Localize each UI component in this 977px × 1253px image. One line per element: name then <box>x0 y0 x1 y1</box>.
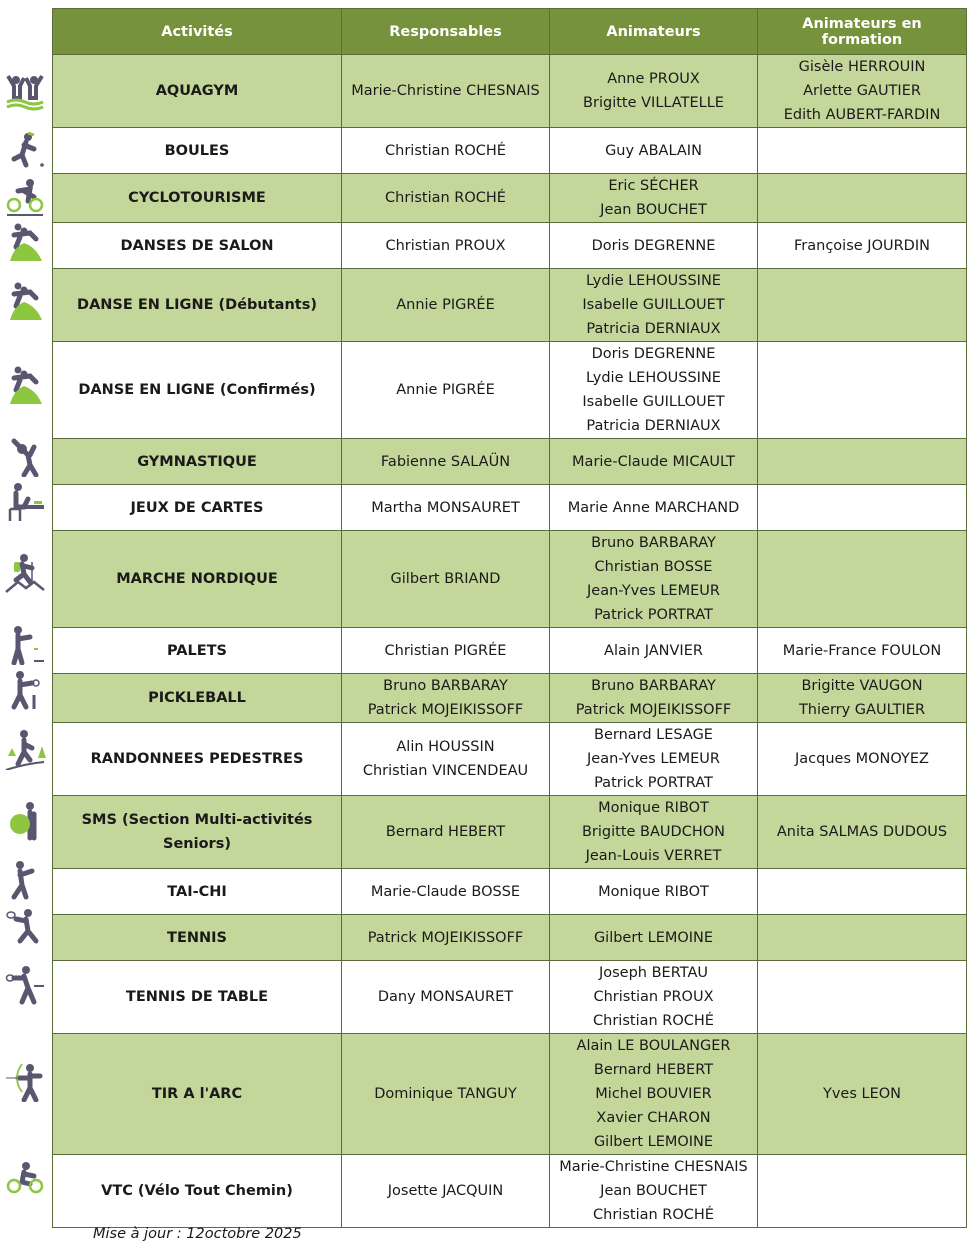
person-name: Doris DEGRENNE <box>591 346 716 362</box>
table-row <box>53 915 967 961</box>
activity-name: TAI-CHI <box>53 869 342 915</box>
table-row <box>53 269 967 342</box>
responsables-cell <box>342 223 550 269</box>
person-name: Bruno BARBARAY <box>591 535 716 551</box>
formation-cell <box>758 796 967 869</box>
header-responsables: Responsables <box>342 9 550 55</box>
person-name: Patrick MOJEIKISSOFF <box>367 929 524 946</box>
person-name: Marie-France FOULON <box>782 642 942 659</box>
formation-cell <box>758 269 967 342</box>
responsables-cell <box>342 723 550 796</box>
animateurs-cell <box>550 342 758 439</box>
activity-name: SMS (Section Multi-activités Seniors) <box>53 796 342 869</box>
responsables-cell <box>342 1155 550 1228</box>
animateurs-cell <box>550 674 758 723</box>
animateurs-cell <box>550 174 758 223</box>
animateurs-cell <box>550 869 758 915</box>
activity-name: DANSE EN LIGNE (Débutants) <box>53 269 342 342</box>
formation-cell <box>758 1034 967 1155</box>
person-name: Xavier CHARON <box>596 1110 711 1126</box>
formation-cell <box>758 674 967 723</box>
pickleball-icon <box>2 667 48 713</box>
person-name: Christian ROCHÉ <box>385 142 506 159</box>
table-row <box>53 1155 967 1228</box>
person-name: Gilbert BRIAND <box>390 571 501 587</box>
header-animateurs: Animateurs <box>550 9 758 55</box>
person-name: Christian PIGRÉE <box>384 642 507 659</box>
table-header-row <box>53 9 967 55</box>
gymnastics-icon <box>2 433 48 479</box>
person-name: Lydie LEHOUSSINE <box>586 370 721 386</box>
person-name: Marie-Christine CHESNAIS <box>559 1159 748 1175</box>
aquagym-icon <box>2 68 48 114</box>
person-name: Jacques MONOYEZ <box>795 751 929 767</box>
table-tennis-icon <box>2 962 48 1008</box>
formation-cell <box>758 342 967 439</box>
activity-name: VTC (Vélo Tout Chemin) <box>53 1155 342 1228</box>
table-row <box>53 55 967 128</box>
activity-name: TENNIS <box>53 915 342 961</box>
person-name: Patrick PORTRAT <box>594 607 713 623</box>
person-name: Brigitte BAUDCHON <box>581 824 725 840</box>
animateurs-cell <box>550 223 758 269</box>
animateurs-cell <box>550 485 758 531</box>
animateurs-cell <box>550 269 758 342</box>
table-row <box>53 961 967 1034</box>
card-games-icon <box>2 479 48 525</box>
animateurs-cell <box>550 915 758 961</box>
activity-name: BOULES <box>53 128 342 174</box>
formation-cell <box>758 1155 967 1228</box>
table-row <box>53 531 967 628</box>
person-name: Patricia DERNIAUX <box>586 418 721 434</box>
person-name: Gisèle HERROUIN <box>798 59 926 75</box>
responsables-cell <box>342 269 550 342</box>
table-row <box>53 485 967 531</box>
person-name: Bruno BARBARAY <box>383 678 508 694</box>
responsables-cell <box>342 128 550 174</box>
update-date-note: Mise à jour : 12octobre 2025 <box>93 1226 302 1242</box>
person-name: Jean BOUCHET <box>600 202 707 218</box>
person-name: Joseph BERTAU <box>598 965 709 981</box>
activity-name: MARCHE NORDIQUE <box>53 531 342 628</box>
person-name: Christian VINCENDEAU <box>362 763 529 779</box>
person-name: Brigitte VILLATELLE <box>583 95 724 111</box>
tennis-icon <box>2 903 48 949</box>
person-name: Anita SALMAS DUDOUS <box>776 824 948 840</box>
animateurs-cell <box>550 628 758 674</box>
nordic-walking-icon <box>2 550 48 596</box>
activity-name: DANSES DE SALON <box>53 223 342 269</box>
person-name: Eric SÉCHER <box>608 178 699 194</box>
animateurs-cell <box>550 961 758 1034</box>
hiking-icon <box>2 726 48 772</box>
person-name: Edith AUBERT-FARDIN <box>783 107 941 123</box>
activity-name: CYCLOTOURISME <box>53 174 342 223</box>
person-name: Gilbert LEMOINE <box>593 929 714 946</box>
animateurs-cell <box>550 1034 758 1155</box>
table-row <box>53 174 967 223</box>
table-row <box>53 723 967 796</box>
line-dance-icon <box>2 278 48 324</box>
formation-cell <box>758 128 967 174</box>
responsables-cell <box>342 531 550 628</box>
activity-name: DANSE EN LIGNE (Confirmés) <box>53 342 342 439</box>
animateurs-cell <box>550 1155 758 1228</box>
person-name: Isabelle GUILLOUET <box>582 394 725 410</box>
table-row <box>53 439 967 485</box>
person-name: Dany MONSAURET <box>377 989 514 1005</box>
person-name: Gilbert LEMOINE <box>593 1134 714 1150</box>
person-name: Monique RIBOT <box>598 883 709 900</box>
person-name: Christian ROCHÉ <box>385 190 506 206</box>
person-name: Patrick MOJEIKISSOFF <box>575 702 732 718</box>
formation-cell <box>758 55 967 128</box>
table-row <box>53 869 967 915</box>
person-name: Christian ROCHÉ <box>593 1207 714 1223</box>
person-name: Marie-Claude BOSSE <box>370 883 521 900</box>
responsables-cell <box>342 439 550 485</box>
responsables-cell <box>342 796 550 869</box>
animateurs-cell <box>550 128 758 174</box>
formation-cell <box>758 915 967 961</box>
formation-cell <box>758 628 967 674</box>
boules-icon <box>2 127 48 173</box>
responsables-cell <box>342 869 550 915</box>
person-name: Marie-Claude MICAULT <box>572 453 735 470</box>
responsables-cell <box>342 55 550 128</box>
formation-cell <box>758 531 967 628</box>
table-row <box>53 1034 967 1155</box>
person-name: Jean BOUCHET <box>600 1183 707 1199</box>
formation-cell <box>758 723 967 796</box>
person-name: Isabelle GUILLOUET <box>582 297 725 313</box>
person-name: Guy ABALAIN <box>605 142 702 159</box>
animateurs-cell <box>550 796 758 869</box>
person-name: Jean-Yves LEMEUR <box>587 751 720 767</box>
header-animateurs-formation: Animateurs en formation <box>758 9 967 55</box>
bike-icon <box>2 1154 48 1200</box>
person-name: Anne PROUX <box>607 71 700 87</box>
person-name: Bruno BARBARAY <box>591 678 716 694</box>
person-name: Marie-Christine CHESNAIS <box>351 83 540 99</box>
activity-name: PALETS <box>53 628 342 674</box>
activity-name: JEUX DE CARTES <box>53 485 342 531</box>
animateurs-cell <box>550 723 758 796</box>
person-name: Marie Anne MARCHAND <box>567 499 740 516</box>
responsables-cell <box>342 961 550 1034</box>
person-name: Michel BOUVIER <box>595 1086 712 1102</box>
person-name: Jean-Louis VERRET <box>585 848 722 864</box>
animateurs-cell <box>550 439 758 485</box>
person-name: Alain LE BOULANGER <box>576 1038 731 1054</box>
person-name: Christian BOSSE <box>594 559 713 575</box>
responsables-cell <box>342 915 550 961</box>
person-name: Thierry GAULTIER <box>798 702 926 718</box>
responsables-cell <box>342 674 550 723</box>
activity-name: TENNIS DE TABLE <box>53 961 342 1034</box>
animateurs-cell <box>550 55 758 128</box>
responsables-cell <box>342 174 550 223</box>
person-name: Patrick PORTRAT <box>594 775 713 791</box>
fitness-ball-icon <box>2 798 48 844</box>
activity-name: GYMNASTIQUE <box>53 439 342 485</box>
activity-name: PICKLEBALL <box>53 674 342 723</box>
person-name: Jean-Yves LEMEUR <box>587 583 720 599</box>
line-dance-icon <box>2 362 48 408</box>
person-name: Annie PIGRÉE <box>396 382 495 398</box>
formation-cell <box>758 174 967 223</box>
table-row <box>53 674 967 723</box>
person-name: Alin HOUSSIN <box>396 739 495 755</box>
person-name: Christian ROCHÉ <box>593 1013 714 1029</box>
person-name: Monique RIBOT <box>598 800 709 816</box>
formation-cell <box>758 485 967 531</box>
responsables-cell <box>342 342 550 439</box>
person-name: Martha MONSAURET <box>371 499 520 516</box>
person-name: Patricia DERNIAUX <box>586 321 721 337</box>
person-name: Yves LEON <box>822 1086 902 1102</box>
person-name: Doris DEGRENNE <box>591 237 716 254</box>
person-name: Christian PROUX <box>385 237 506 254</box>
person-name: Christian PROUX <box>593 989 714 1005</box>
person-name: Dominique TANGUY <box>374 1086 517 1102</box>
person-name: Annie PIGRÉE <box>396 297 495 313</box>
table-row <box>53 342 967 439</box>
activity-icons-column <box>0 0 50 1253</box>
table-row <box>53 796 967 869</box>
person-name: Bernard HEBERT <box>593 1062 714 1078</box>
responsables-cell <box>342 628 550 674</box>
person-name: Lydie LEHOUSSINE <box>586 273 721 289</box>
tai-chi-icon <box>2 857 48 903</box>
formation-cell <box>758 223 967 269</box>
cycling-icon <box>2 173 48 219</box>
person-name: Bernard HEBERT <box>385 824 506 840</box>
table-row <box>53 628 967 674</box>
header-activites: Activités <box>53 9 342 55</box>
formation-cell <box>758 439 967 485</box>
ballroom-dance-icon <box>2 219 48 265</box>
activity-name: RANDONNEES PEDESTRES <box>53 723 342 796</box>
activity-name: AQUAGYM <box>53 55 342 128</box>
responsables-cell <box>342 485 550 531</box>
formation-cell <box>758 869 967 915</box>
formation-cell <box>758 961 967 1034</box>
person-name: Josette JACQUIN <box>387 1183 504 1199</box>
person-name: Bernard LESAGE <box>594 727 713 743</box>
table-row <box>53 223 967 269</box>
responsables-cell <box>342 1034 550 1155</box>
person-name: Brigitte VAUGON <box>801 678 923 694</box>
archery-icon <box>2 1058 48 1104</box>
person-name: Fabienne SALAÜN <box>380 453 511 470</box>
table-row <box>53 128 967 174</box>
person-name: Patrick MOJEIKISSOFF <box>367 702 524 718</box>
palets-icon <box>2 621 48 667</box>
activity-name: TIR A l'ARC <box>53 1034 342 1155</box>
person-name: Arlette GAUTIER <box>803 83 921 99</box>
person-name: Françoise JOURDIN <box>794 237 930 254</box>
animateurs-cell <box>550 531 758 628</box>
person-name: Alain JANVIER <box>604 642 703 659</box>
activities-table <box>52 8 967 1228</box>
